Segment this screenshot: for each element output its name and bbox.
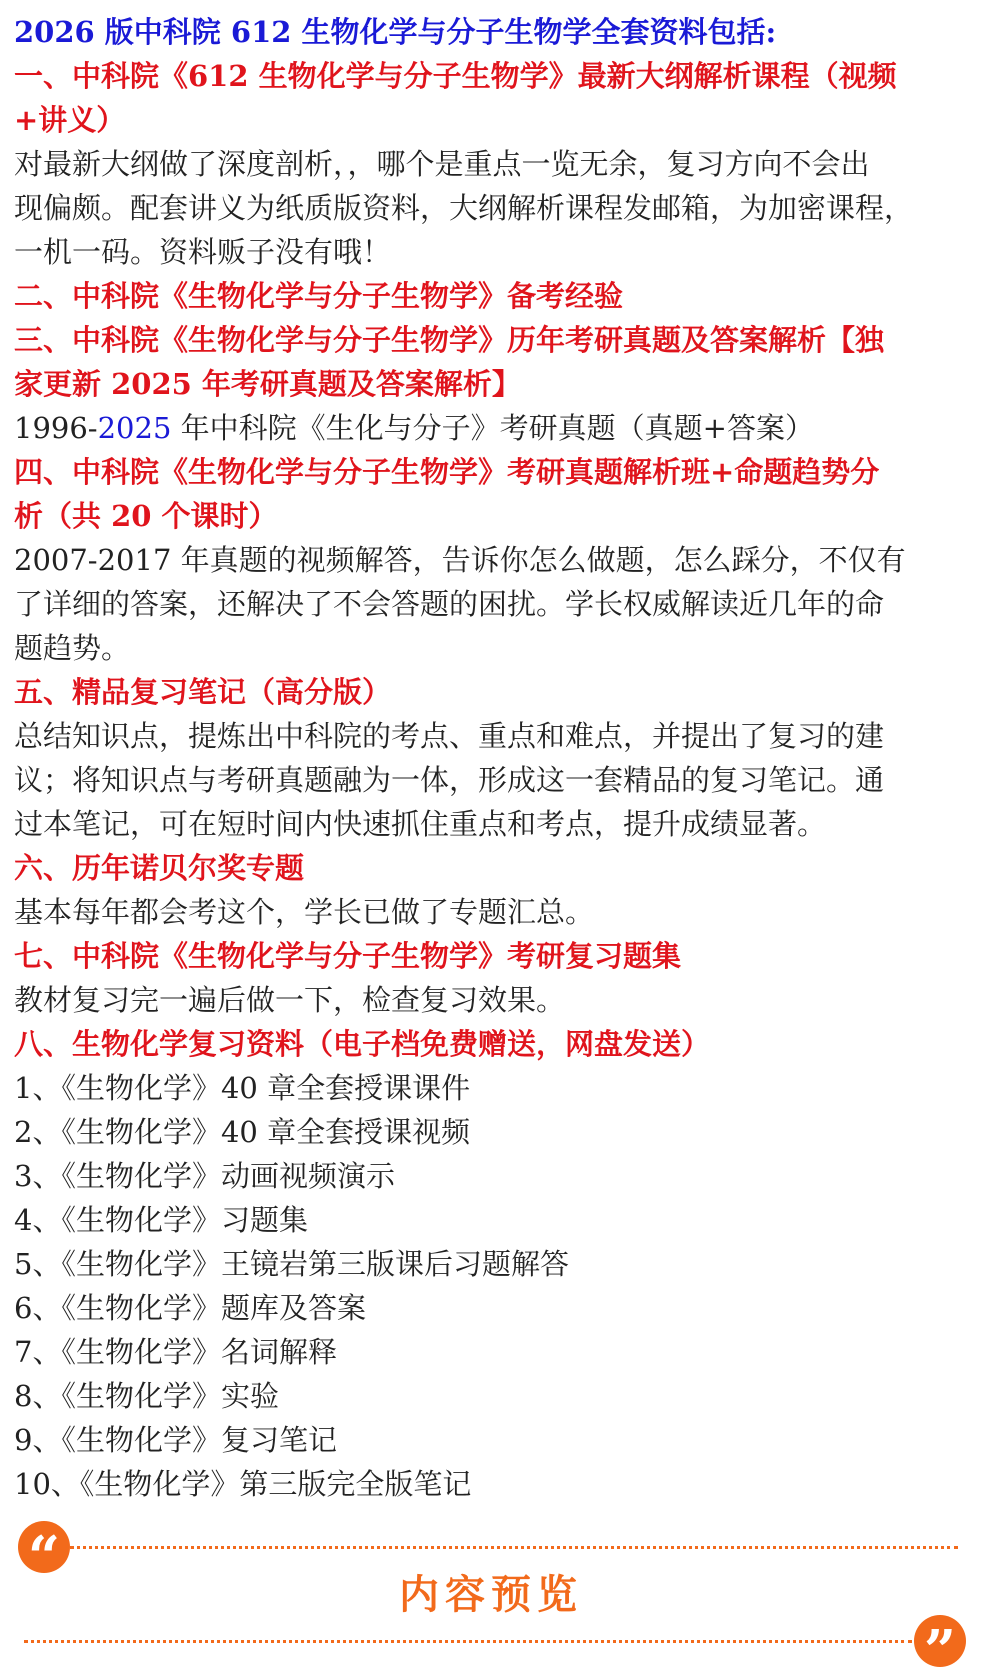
body-line: 9、《生物化学》复习笔记 [14,1423,337,1457]
document-title: 2026 版中科院 612 生物化学与分子生物学全套资料包括: [14,15,777,49]
body-line: 基本每年都会考这个，学长已做了专题汇总。 [14,895,595,929]
body-line: 议；将知识点与考研真题融为一体，形成这一套精品的复习笔记。通 [14,763,885,797]
body-line: 总结知识点，提炼出中科院的考点、重点和难点，并提出了复习的建 [14,719,885,753]
body-line: 10、《生物化学》第三版完全版笔记 [14,1467,472,1501]
section-heading: 六、历年诺贝尔奖专题 [14,851,305,885]
body-line: 7、《生物化学》名词解释 [14,1335,337,1369]
body-line: 一机一码。资料贩子没有哦！ [14,235,392,269]
dotted-divider-bottom [24,1640,912,1643]
body-line: 过本笔记，可在短时间内快速抓住重点和考点，提升成绩显著。 [14,807,827,841]
body-line: 3、《生物化学》动画视频演示 [14,1159,395,1193]
section-heading: 八、生物化学复习资料（电子档免费赠送，网盘发送） [14,1027,711,1061]
section-heading: 二、中科院《生物化学与分子生物学》备考经验 [14,279,624,313]
body-line: 5、《生物化学》王镜岩第三版课后习题解答 [14,1247,569,1281]
body-line: 8、《生物化学》实验 [14,1379,279,1413]
section-heading: 一、中科院《612 生物化学与分子生物学》最新大纲解析课程（视频 [14,59,897,93]
section-heading: 三、中科院《生物化学与分子生物学》历年考研真题及答案解析【独 [14,323,885,357]
section-heading: 家更新 2025 年考研真题及答案解析】 [14,367,521,401]
open-quote-icon: “ [18,1521,70,1573]
text-span: 1996- [14,411,98,445]
body-line: 6、《生物化学》题库及答案 [14,1291,366,1325]
body-line: 2、《生物化学》40 章全套授课视频 [14,1115,471,1149]
section-heading: 析（共 20 个课时） [14,499,278,533]
document-content [14,10,972,1506]
close-quote-icon: ” [914,1615,966,1667]
body-line: 题趋势。 [14,631,131,665]
body-line: 2007-2017 年真题的视频解答，告诉你怎么做题，怎么踩分，不仅有 [14,543,906,577]
body-line: 教材复习完一遍后做一下，检查复习效果。 [14,983,566,1017]
text-span: 年中科院《生化与分子》考研真题（真题+答案） [171,411,814,445]
body-line: 了详细的答案，还解决了不会答题的困扰。学长权威解读近几年的命 [14,587,885,621]
section-heading: +讲义） [14,103,126,137]
dotted-divider-top [70,1546,958,1549]
body-line: 对最新大纲做了深度剖析，，哪个是重点一览无余，复习方向不会出 [14,147,870,181]
section-heading: 四、中科院《生物化学与分子生物学》考研真题解析班+命题趋势分 [14,455,880,489]
content-preview-banner [0,1515,982,1673]
body-line [14,406,972,450]
body-line: 4、《生物化学》习题集 [14,1203,308,1237]
section-heading: 五、精品复习笔记（高分版） [14,675,392,709]
highlight-year: 2025 [97,411,172,445]
body-line: 1、《生物化学》40 章全套授课课件 [14,1071,471,1105]
body-line: 现偏颇。配套讲义为纸质版资料，大纲解析课程发邮箱，为加密课程， [14,191,914,225]
section-heading: 七、中科院《生物化学与分子生物学》考研复习题集 [14,939,682,973]
preview-heading: 内容预览 [399,1572,583,1618]
